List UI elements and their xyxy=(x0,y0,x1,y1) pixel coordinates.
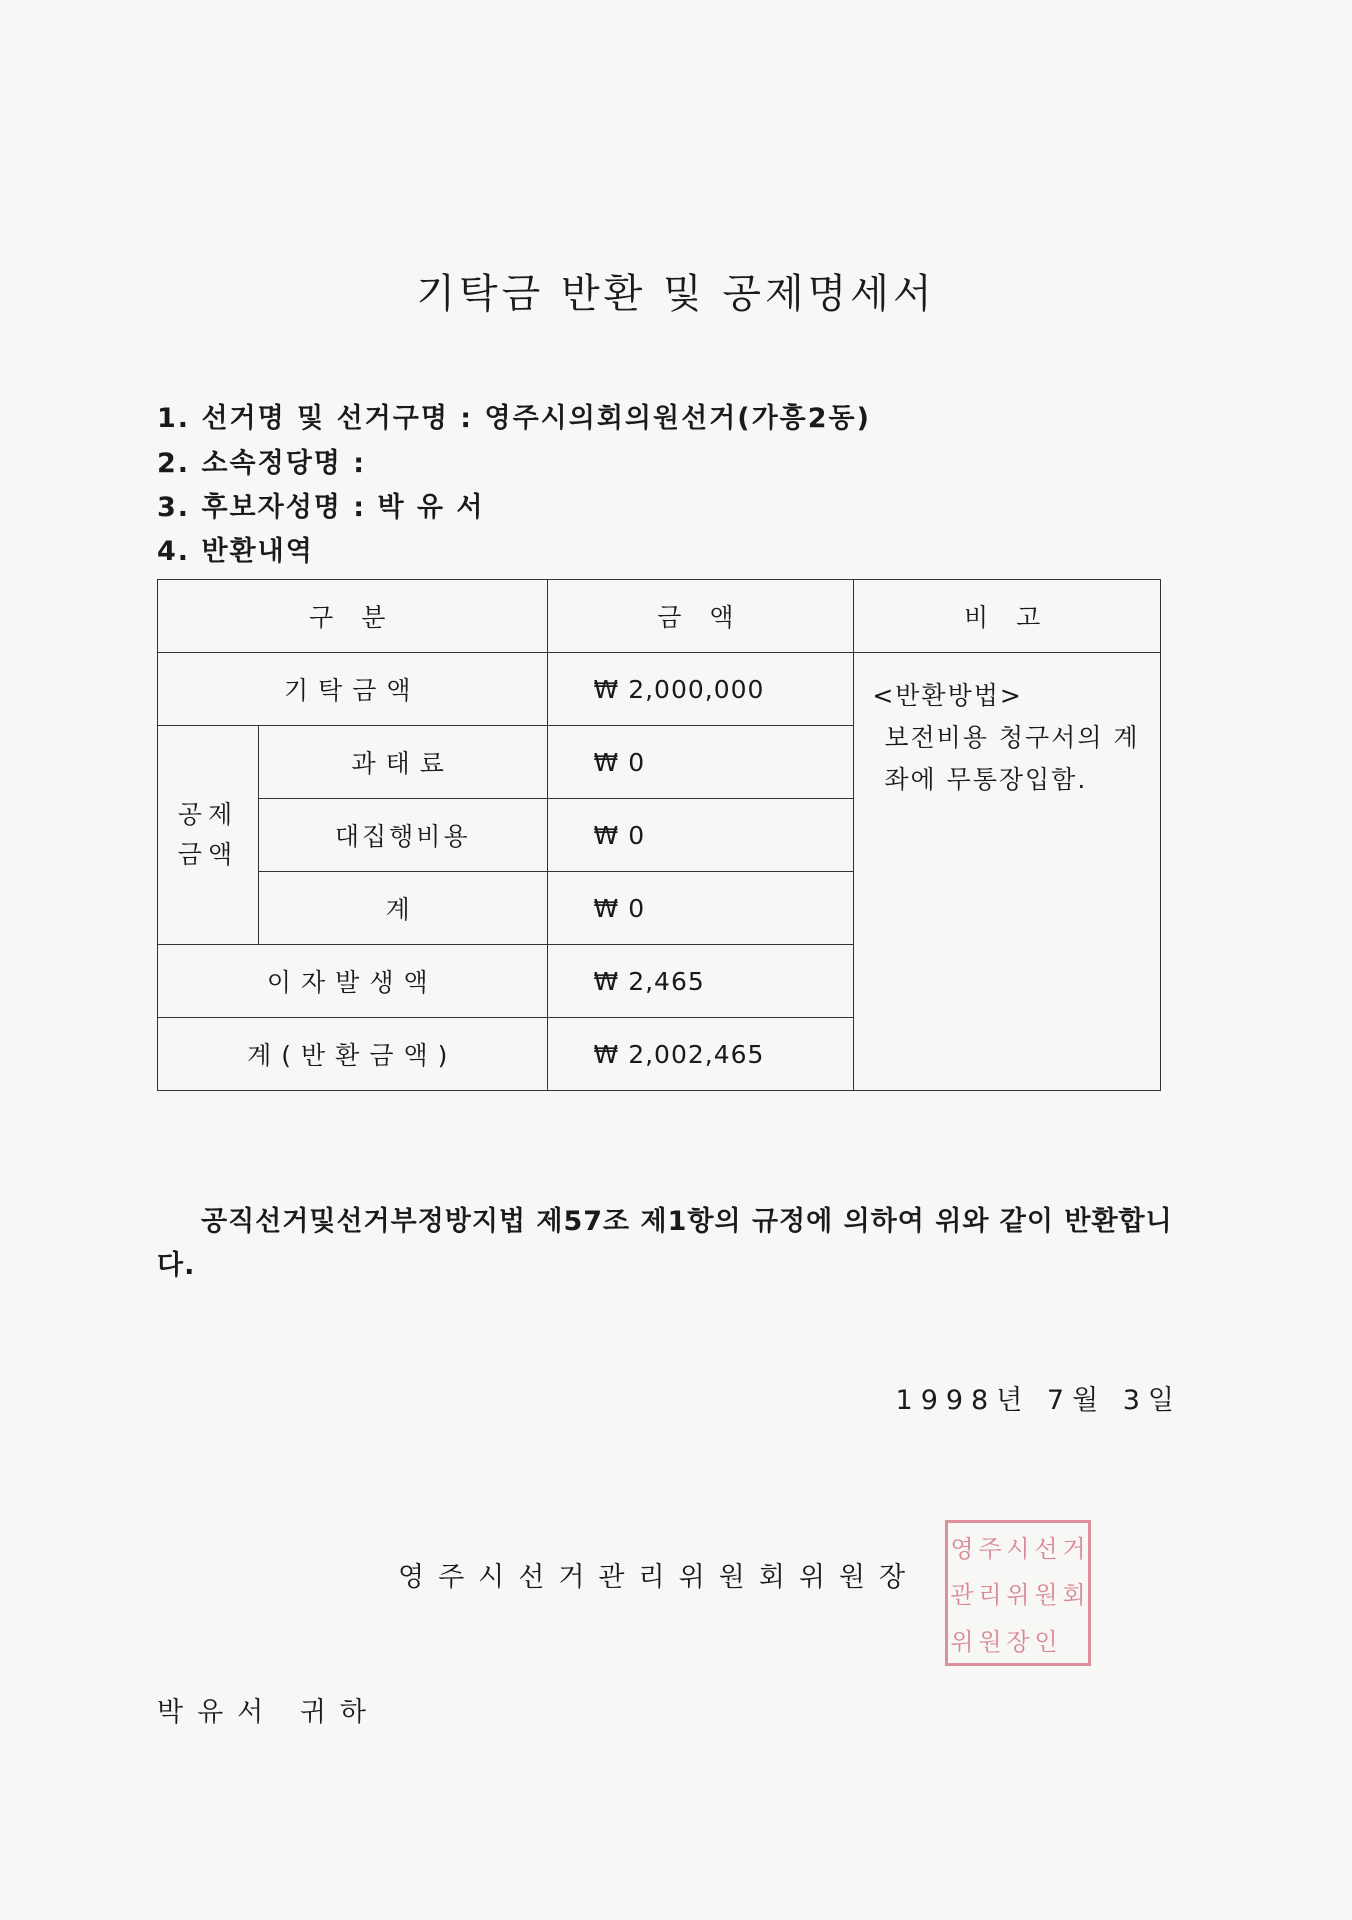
table-row xyxy=(158,653,1161,726)
deduction-amount: ₩ 0 xyxy=(547,799,854,872)
statement: 공직선거및선거부정방지법 제57조 제1항의 규정에 의하여 위와 같이 반환합니다. xyxy=(157,1206,1173,1281)
issuer: 영주시선거관리위원회위원장 xyxy=(398,1562,920,1593)
remarks-text: 보전비용 청구서의 계좌에 무통장입함. xyxy=(884,723,1140,794)
deposit-label: 기탁금액 xyxy=(158,653,548,726)
issue-date: 1998년 7월 3일 xyxy=(895,1385,1182,1416)
deduction-group-label: 공제 금액 xyxy=(158,726,259,945)
total-label: 계(반환금액) xyxy=(158,1018,548,1091)
item-party: 2. 소속정당명 : xyxy=(157,448,367,479)
header-remarks: 비 고 xyxy=(854,580,1161,653)
item-return-details: 4. 반환내역 xyxy=(157,536,314,567)
total-amount: ₩ 2,002,465 xyxy=(547,1018,854,1091)
deduction-label: 대집행비용 xyxy=(258,799,547,872)
deduction-amount: ₩ 0 xyxy=(547,872,854,945)
interest-label: 이자발생액 xyxy=(158,945,548,1018)
official-seal: 영 주 시 선 거 관 리 위 원 회 위 원 장 인 xyxy=(945,1520,1091,1666)
deduction-label: 계 xyxy=(258,872,547,945)
header-category: 구 분 xyxy=(158,580,548,653)
interest-amount: ₩ 2,465 xyxy=(547,945,854,1018)
remarks-title: <반환방법> xyxy=(872,681,1023,710)
item-election-name: 1. 선거명 및 선거구명 : 영주시의회의원선거(가흥2동) xyxy=(157,403,871,434)
return-table xyxy=(157,579,1161,1091)
table-header-row xyxy=(158,580,1161,653)
header-amount: 금 액 xyxy=(547,580,854,653)
deduction-label: 과태료 xyxy=(258,726,547,799)
document-title: 기탁금 반환 및 공제명세서 xyxy=(416,271,936,317)
recipient: 박유서 귀하 xyxy=(157,1697,380,1728)
remarks-cell xyxy=(854,653,1161,1091)
deposit-amount: ₩ 2,000,000 xyxy=(547,653,854,726)
item-candidate: 3. 후보자성명 : 박 유 서 xyxy=(157,492,485,523)
deduction-amount: ₩ 0 xyxy=(547,726,854,799)
